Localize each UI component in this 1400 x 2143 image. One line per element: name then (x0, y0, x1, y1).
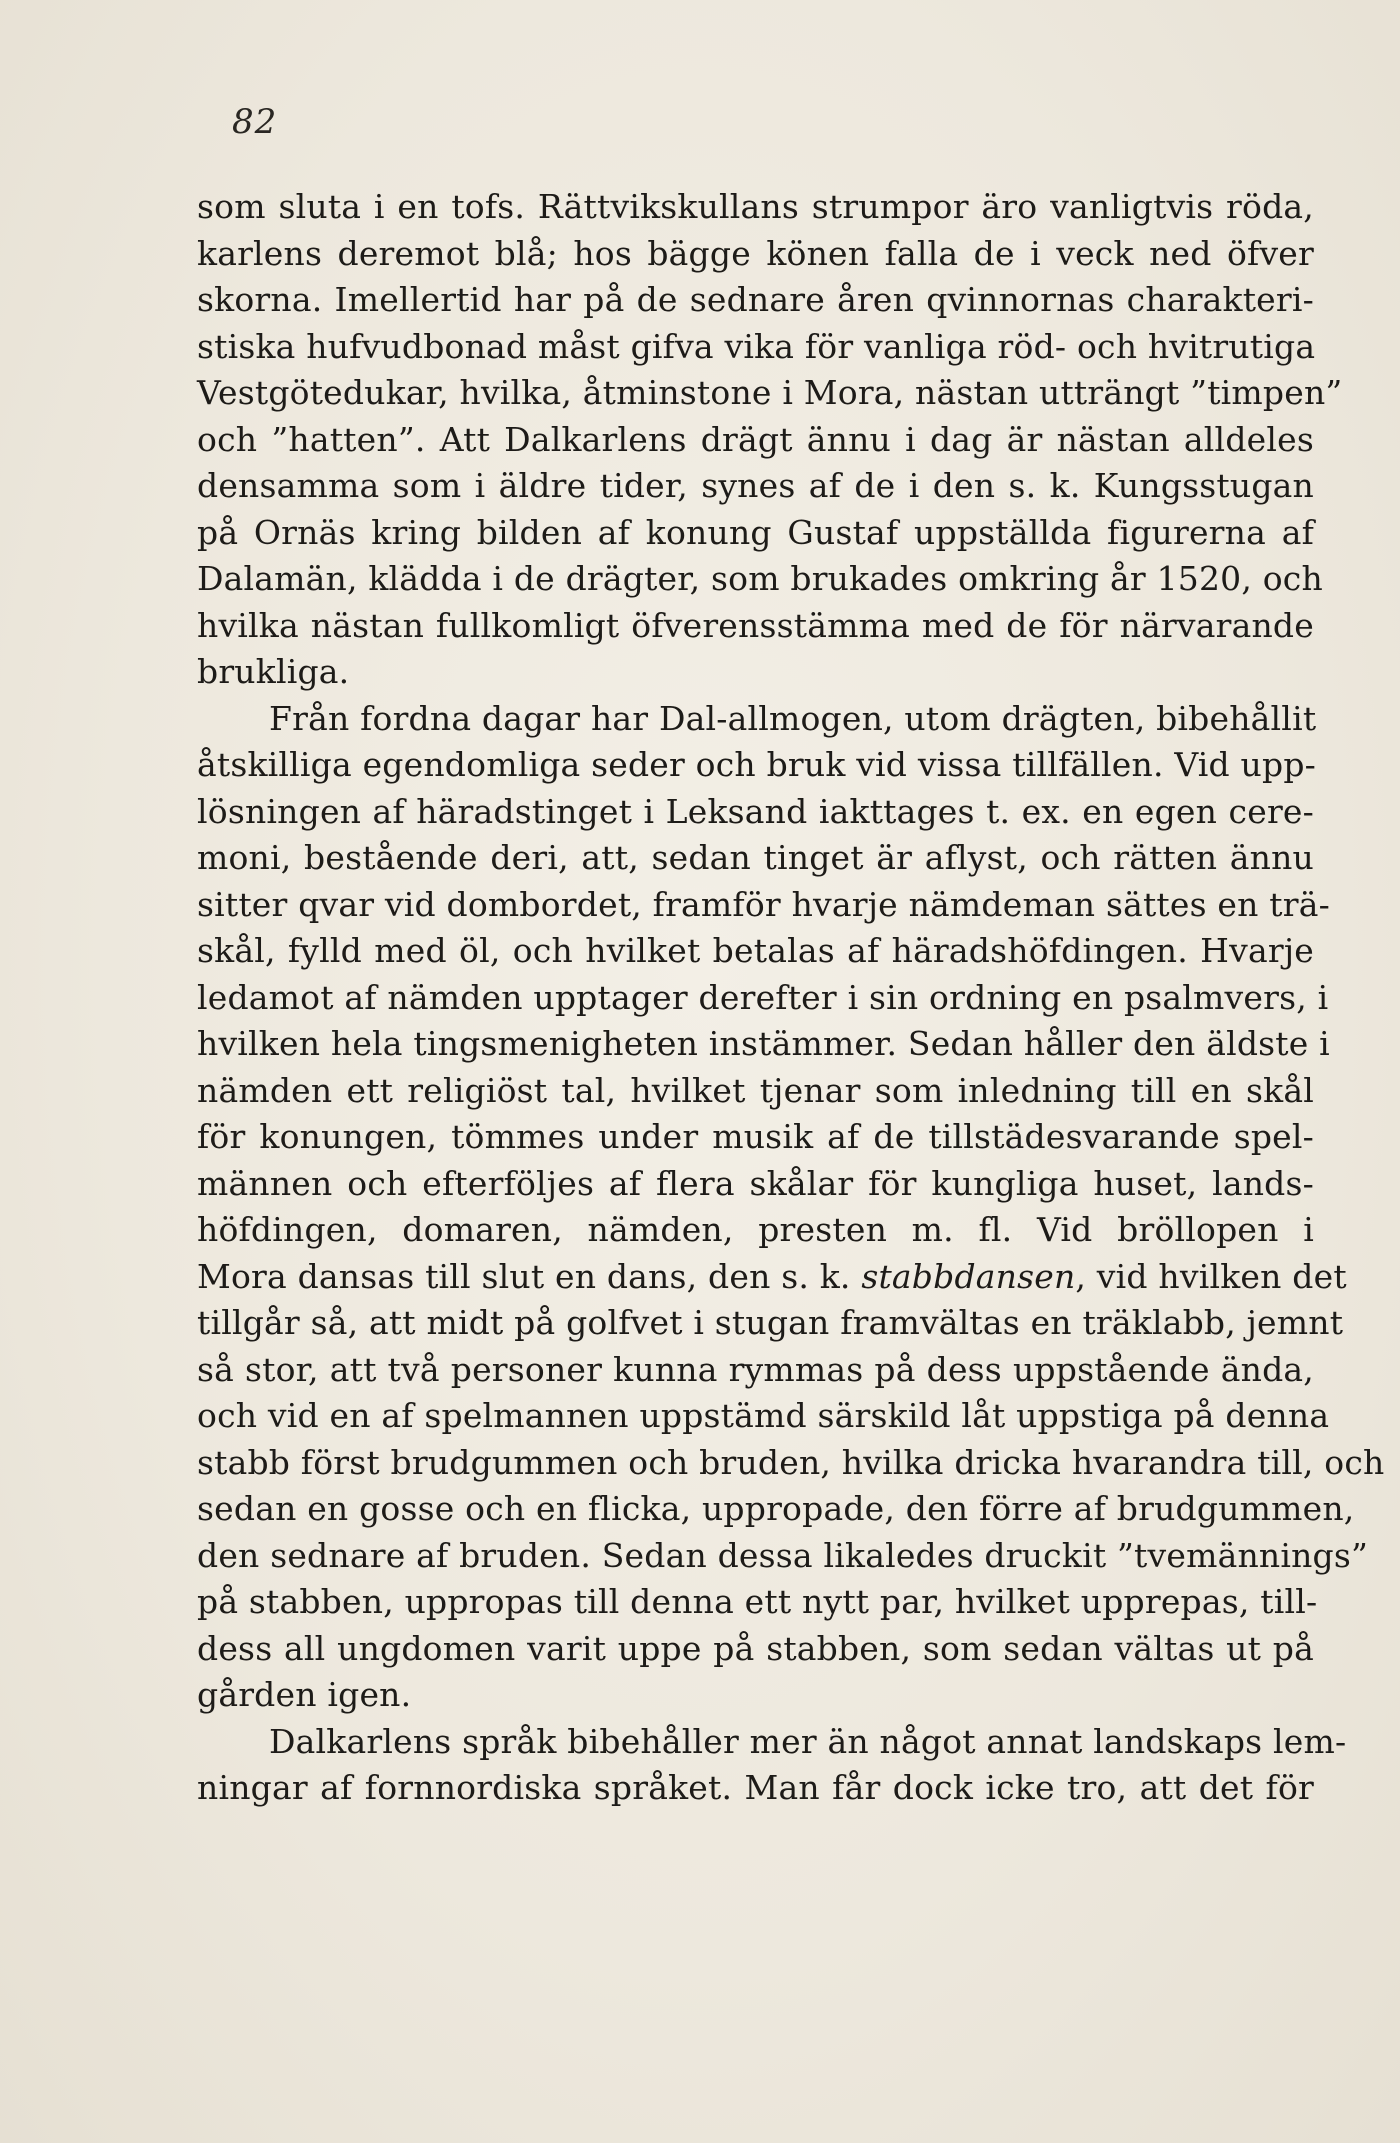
italic-term: stabbdansen (861, 1256, 1076, 1296)
text-line: gården igen. (197, 1675, 412, 1714)
text-line: Dalkarlens språk bibehåller mer än något annat landskaps lem- (269, 1721, 1347, 1761)
text-line: så stor, att två personer kunna rymmas på dess uppstående ända, (197, 1349, 1314, 1389)
text-line: nämden ett religiöst tal, hvilket tjenar som inledning till en skål (197, 1070, 1314, 1110)
text-line: åtskilliga egendomliga seder och bruk vid vissa tillfällen. Vid upp- (197, 745, 1317, 784)
text-segment: , vid hvilken det (1075, 1256, 1347, 1296)
text-line: densamma som i äldre tider, synes af de i den s. k. Kungsstugan (197, 466, 1314, 505)
text-line (197, 1254, 1347, 1301)
text-line: skorna. Imellertid har på de sednare åren qvinnornas charakteri- (197, 280, 1314, 319)
text-line: brukliga. (197, 652, 350, 691)
text-line: sitter qvar vid dombordet, framför hvarje nämdeman sättes en trä- (197, 884, 1330, 924)
text-line: den sednare af bruden. Sedan dessa likaledes druckit ”tvemännings” (197, 1535, 1369, 1575)
text-line: dess all ungdomen varit uppe på stabben, som sedan vältas ut på (197, 1628, 1314, 1668)
text-line: och vid en af spelmannen uppstämd särskild låt uppstiga på denna (197, 1396, 1330, 1435)
body-text (197, 184, 1385, 1812)
text-line: för konungen, tömmes under musik af de tillstädesvarande spel- (197, 1117, 1314, 1156)
text-line: stiska hufvudbonad måst gifva vika för vanliga röd- och hvitrutiga (197, 326, 1316, 366)
text-line: stabb först brudgummen och bruden, hvilka dricka hvarandra till, och (197, 1442, 1385, 1482)
text-line: sedan en gosse och en flicka, uppropade, den förre af brudgummen, (197, 1489, 1355, 1528)
text-line: ledamot af nämden upptager derefter i sin ordning en psalmvers, i (197, 977, 1329, 1017)
text-line: hvilka nästan fullkomligt öfverensstämma med de för närvarande (197, 605, 1314, 645)
text-line: karlens deremot blå; hos bägge könen falla de i veck ned öfver (197, 233, 1314, 273)
text-line: lösningen af häradstinget i Leksand iakttages t. ex. en egen cere- (197, 791, 1314, 831)
text-line: Från fordna dagar har Dal-allmogen, utom drägten, bibehållit (269, 698, 1317, 738)
text-line: männen och efterföljes af flera skålar för kungliga huset, lands- (197, 1163, 1314, 1203)
page-number: 82 (232, 102, 278, 142)
text-line: tillgår så, att midt på golfvet i stugan framvältas en träklabb, jemnt (197, 1303, 1344, 1342)
text-line: moni, bestående deri, att, sedan tinget är aflyst, och rätten ännu (197, 838, 1314, 877)
text-line: skål, fylld med öl, och hvilket betalas af häradshöfdingen. Hvarje (197, 931, 1314, 970)
text-line: på Ornäs kring bilden af konung Gustaf uppställda figurerna af (197, 512, 1314, 552)
text-line: ningar af fornnordiska språket. Man får dock icke tro, att det för (197, 1768, 1314, 1807)
text-line: på stabben, uppropas till denna ett nytt par, hvilket upprepas, till- (197, 1582, 1318, 1621)
text-line: höfdingen, domaren, nämden, presten m. fl. Vid bröllopen i (197, 1210, 1314, 1249)
text-line: hvilken hela tingsmenigheten instämmer. Sedan håller den äldste i (197, 1024, 1330, 1063)
text-line: Vestgötedukar, hvilka, åtminstone i Mora, nästan utträngt ”timpen” (197, 373, 1343, 412)
text-segment: Mora dansas till slut en dans, den s. k. (197, 1256, 862, 1296)
text-line: som sluta i en tofs. Rättvikskullans strumpor äro vanligtvis röda, (197, 187, 1314, 226)
text-line: och ”hatten”. Att Dalkarlens drägt ännu i dag är nästan alldeles (197, 419, 1314, 459)
text-line: Dalamän, klädda i de drägter, som brukades omkring år 1520, och (197, 559, 1323, 598)
